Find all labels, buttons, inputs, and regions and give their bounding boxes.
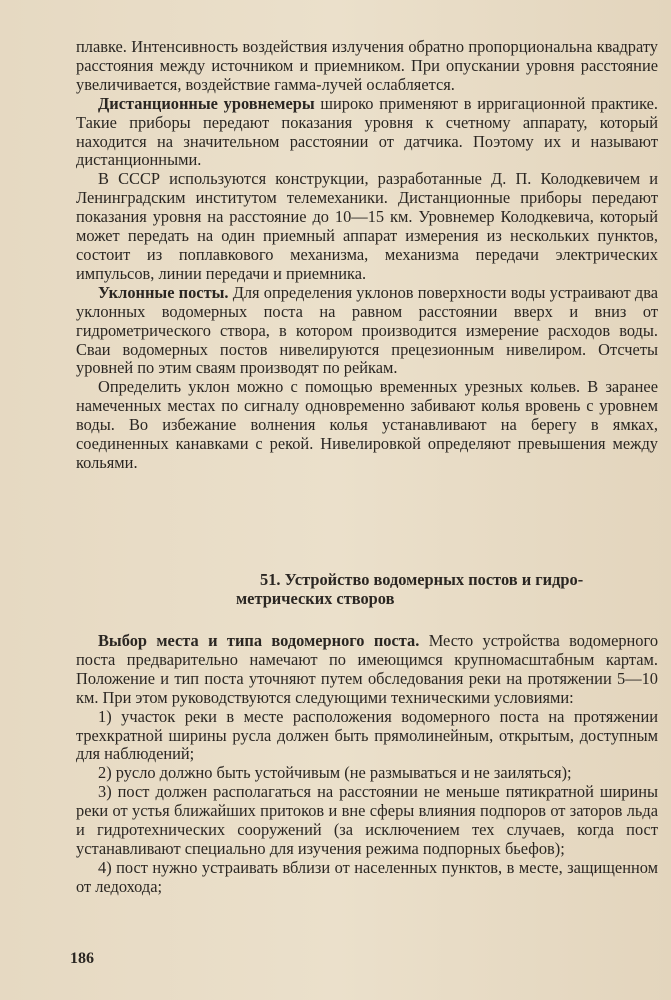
paragraph: Уклонные посты. Для определения уклонов поверхности воды устраивают два уклонных водомерных поста на равном расстоянии вверх и вниз от гидрометрического створа, в котором производится измерение расходов воды. Сваи водомерных постов нивелируются прецезионным нивелиром. Отсчеты уровней по этим сваям производят по рейкам. xyxy=(76,282,658,378)
paragraph: плавке. Интенсивность воздействия излучения обратно пропорциональна квадрату расстояния между источником и приемником. При опускании уровня расстояние увеличивается, воздействие гамма-лучей ослабляется. xyxy=(76,37,658,94)
list-item: 4) пост нужно устраивать вблизи от населенных пунктов, в месте, защищенном от ледохода; xyxy=(76,857,658,896)
section-heading xyxy=(76,571,658,609)
paragraph: В СССР используются конструкции, разработанные Д. П. Колодкевичем и Ленинградским институтом телемеханики. Дистанционные приборы передают показания уровня на расстояние до 10—15 км. Уровнемер Колодкевича, который может передать на один приемный аппарат измерения из нескольких пунктов, состоит из поплавкового механизма, механизма передачи электрических импульсов, линии передачи и приемника. xyxy=(76,169,658,283)
list-item: 2) русло должно быть устойчивым (не размываться и не заиляться); xyxy=(98,763,572,783)
paragraph: Выбор места и типа водомерного поста. Место устройства водомерного поста предварительно намечают по имеющимся крупномасштабным картам. Положение и тип поста уточняют путем обследования реки на протяжении 5—10 км. При этом руководствуются следующими техническими условиями: xyxy=(76,631,659,707)
paragraph-lead: Выбор места и типа водомерного поста. xyxy=(98,631,420,650)
body-text-top xyxy=(76,38,658,473)
paragraph: Определить уклон можно с помощью временных урезных кольев. В заранее намеченных местах по сигналу одновременно забивают колья вровень с уровнем воды. Во избежание волнения колья устанавливают на берегу в ямках, соединенных канавками с рекой. Нивелировкой определяют превышения между кольями. xyxy=(76,377,658,472)
paragraph-lead: Дистанционные уровнемеры xyxy=(98,93,315,113)
list-item: 1) участок реки в месте расположения водомерного поста на протяжении трехкратной ширины русла должен быть прямолинейным, открытым, доступным для наблюдений; xyxy=(76,706,658,764)
paragraph-lead: Уклонные посты. xyxy=(98,282,229,302)
page-number: 186 xyxy=(70,950,94,967)
section-heading-line: метрических створов xyxy=(236,588,395,608)
body-text-bottom xyxy=(76,632,658,897)
paragraph: Дистанционные уровнемеры широко применяют в ирригационной практике. Такие приборы передают показания уровня к счетному аппарату, который находится на значительном расстоянии от датчика. Поэтому их и называют дистанционными. xyxy=(76,93,658,170)
list-item: 3) пост должен располагаться на расстоянии не меньше пятикратной ширины реки от устья ближайших притоков и вне сферы влияния подпоров от заторов льда и гидротехнических сооружений (за исключением тех случаев, когда пост устанавливают специально для изучения режима подпорных бьефов); xyxy=(76,782,658,858)
section-heading-line: 51. Устройство водомерных постов и гидро- xyxy=(260,570,584,589)
